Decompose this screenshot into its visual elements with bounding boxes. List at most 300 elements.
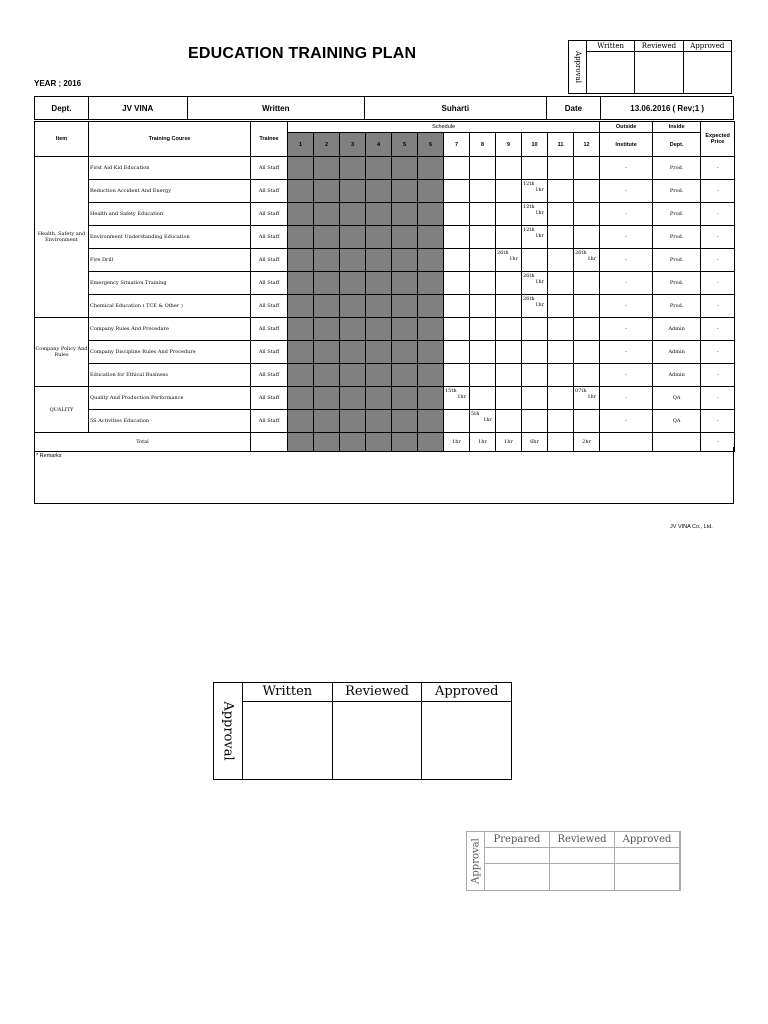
month-header-9: 9 [496, 133, 522, 157]
table-row [35, 226, 735, 249]
institute-cell[interactable]: - [600, 364, 653, 387]
institute-cell[interactable]: - [600, 272, 653, 295]
schedule-cell-month-6[interactable] [418, 203, 444, 226]
schedule-cell-month-2[interactable] [314, 318, 340, 341]
approval-faded-approved-header: Approved [615, 832, 679, 848]
course-name[interactable]: Quality And Production Performance [89, 387, 251, 410]
schedule-cell-month-5[interactable] [392, 203, 418, 226]
price-cell[interactable]: - [701, 203, 735, 226]
dept-cell[interactable]: Admin [653, 364, 701, 387]
year-label: YEAR ; 2016 [34, 79, 82, 88]
schedule-duration: 1hr [483, 417, 492, 423]
schedule-cell-month-8[interactable] [470, 157, 496, 180]
trainee-cell[interactable]: All Staff [251, 341, 288, 364]
schedule-cell-month-12[interactable] [574, 157, 600, 180]
table-row [35, 364, 735, 387]
approval-written-header: Written [587, 41, 634, 52]
schedule-cell-month-10[interactable] [522, 318, 548, 341]
price-cell[interactable]: - [701, 318, 735, 341]
footer-company: JV VINA Co., Ltd. [670, 524, 713, 530]
schedule-cell-month-1[interactable] [288, 410, 314, 433]
schedule-cell-month-3[interactable] [340, 203, 366, 226]
schedule-cell-month-9[interactable] [496, 387, 522, 410]
schedule-duration: 1hr [587, 256, 597, 262]
schedule-cell-month-10[interactable] [522, 410, 548, 433]
schedule-cell-month-6[interactable] [418, 364, 444, 387]
schedule-cell-month-8[interactable] [470, 203, 496, 226]
schedule-cell-month-4[interactable] [366, 226, 392, 249]
approval-box-large [213, 682, 512, 780]
col-header-dept: Dept. [653, 133, 701, 157]
price-cell[interactable]: - [701, 249, 735, 272]
dept-cell[interactable]: Prod. [653, 226, 701, 249]
schedule-cell-month-10[interactable] [522, 157, 548, 180]
dept-cell[interactable]: Prod. [653, 157, 701, 180]
schedule-cell-month-3[interactable] [340, 364, 366, 387]
approval-faded-reviewed-header: Reviewed [550, 832, 614, 848]
course-name[interactable]: Fire Drill [89, 249, 251, 272]
approval-large-reviewed[interactable] [333, 683, 423, 779]
schedule-cell-month-1[interactable] [288, 272, 314, 295]
price-cell[interactable]: - [701, 226, 735, 249]
schedule-cell-month-3[interactable] [340, 410, 366, 433]
approval-faded-reviewed[interactable] [550, 832, 615, 890]
schedule-cell-month-4[interactable] [366, 341, 392, 364]
schedule-cell-month-3[interactable] [340, 341, 366, 364]
month-header-1: 1 [288, 133, 314, 157]
remarks-label: * Remarks [36, 453, 62, 459]
institute-cell[interactable]: - [600, 249, 653, 272]
approval-large-reviewed-header: Reviewed [333, 683, 422, 702]
dept-cell[interactable]: Prod. [653, 249, 701, 272]
schedule-cell-month-3[interactable] [340, 387, 366, 410]
schedule-cell-month-8[interactable] [470, 410, 496, 433]
schedule-cell-month-5[interactable] [392, 364, 418, 387]
schedule-date: 07th [575, 388, 587, 394]
course-name[interactable]: Emergency Situation Training [89, 272, 251, 295]
table-row [35, 341, 735, 364]
schedule-cell-month-11[interactable] [548, 203, 574, 226]
schedule-cell-month-7[interactable] [444, 249, 470, 272]
table-row [35, 295, 735, 318]
schedule-cell-month-10[interactable] [522, 180, 548, 203]
institute-cell[interactable]: - [600, 180, 653, 203]
schedule-cell-month-5[interactable] [392, 295, 418, 318]
institute-cell[interactable]: - [600, 226, 653, 249]
trainee-cell[interactable]: All Staff [251, 318, 288, 341]
table-row [35, 157, 735, 180]
schedule-cell-month-6[interactable] [418, 318, 444, 341]
month-header-3: 3 [340, 133, 366, 157]
schedule-cell-month-12[interactable] [574, 180, 600, 203]
approval-large-written-header: Written [243, 683, 332, 702]
schedule-cell-month-9[interactable] [496, 272, 522, 295]
written-value[interactable]: Suharti [365, 97, 546, 119]
schedule-cell-month-9[interactable] [496, 157, 522, 180]
institute-cell[interactable]: - [600, 387, 653, 410]
trainee-cell[interactable]: All Staff [251, 295, 288, 318]
schedule-cell-month-3[interactable] [340, 249, 366, 272]
schedule-cell-month-3[interactable] [340, 180, 366, 203]
table-row [35, 410, 735, 433]
schedule-cell-month-2[interactable] [314, 387, 340, 410]
training-plan-table [34, 121, 735, 452]
approval-large-approved[interactable] [422, 683, 511, 779]
schedule-cell-month-9[interactable] [496, 180, 522, 203]
trainee-cell[interactable]: All Staff [251, 226, 288, 249]
price-cell[interactable]: - [701, 180, 735, 203]
schedule-cell-month-4[interactable] [366, 295, 392, 318]
course-name[interactable]: 5S Activities Education [89, 410, 251, 433]
schedule-cell-month-6[interactable] [418, 226, 444, 249]
schedule-cell-month-11[interactable] [548, 387, 574, 410]
schedule-cell-month-6[interactable] [418, 249, 444, 272]
schedule-cell-month-4[interactable] [366, 318, 392, 341]
schedule-cell-month-3[interactable] [340, 226, 366, 249]
schedule-cell-month-2[interactable] [314, 341, 340, 364]
course-name[interactable]: Reduction Accident And Energy [89, 180, 251, 203]
schedule-cell-month-2[interactable] [314, 272, 340, 295]
group-label: Company Policy And Rules [35, 318, 89, 387]
schedule-cell-month-11[interactable] [548, 364, 574, 387]
schedule-cell-month-12[interactable] [574, 318, 600, 341]
course-name[interactable]: Company Discipline Rules And Procedure [89, 341, 251, 364]
schedule-date: 5th [471, 411, 480, 417]
schedule-cell-month-12[interactable] [574, 410, 600, 433]
schedule-duration: 1hr [535, 279, 544, 285]
institute-cell[interactable]: - [600, 203, 653, 226]
schedule-cell-month-11[interactable] [548, 410, 574, 433]
group-label: Health, Safety and Environment [35, 157, 89, 318]
schedule-cell-month-12[interactable] [574, 272, 600, 295]
schedule-cell-month-5[interactable] [392, 249, 418, 272]
schedule-cell-month-8[interactable] [470, 318, 496, 341]
schedule-cell-month-2[interactable] [314, 157, 340, 180]
schedule-cell-month-1[interactable] [288, 157, 314, 180]
schedule-cell-month-11[interactable] [548, 295, 574, 318]
schedule-cell-month-8[interactable] [470, 272, 496, 295]
approval-faded-prepared-header: Prepared [485, 832, 549, 848]
total-month-8: 1hr [470, 433, 496, 452]
schedule-cell-month-4[interactable] [366, 249, 392, 272]
total-month-12: 2hr [574, 433, 600, 452]
schedule-cell-month-12[interactable] [574, 295, 600, 318]
schedule-cell-month-2[interactable] [314, 226, 340, 249]
schedule-cell-month-8[interactable] [470, 387, 496, 410]
dept-cell[interactable]: Prod. [653, 295, 701, 318]
schedule-cell-month-5[interactable] [392, 272, 418, 295]
dept-cell[interactable]: Prod. [653, 180, 701, 203]
schedule-cell-month-9[interactable] [496, 410, 522, 433]
schedule-cell-month-8[interactable] [470, 226, 496, 249]
col-header-inside: Inside [653, 122, 701, 133]
dept-cell[interactable]: QA [653, 410, 701, 433]
schedule-cell-month-4[interactable] [366, 180, 392, 203]
course-name[interactable]: Education for Ethical Business [89, 364, 251, 387]
schedule-cell-month-4[interactable] [366, 387, 392, 410]
schedule-cell-month-10[interactable] [522, 364, 548, 387]
trainee-cell[interactable]: All Staff [251, 410, 288, 433]
price-cell[interactable]: - [701, 157, 735, 180]
schedule-cell-month-6[interactable] [418, 410, 444, 433]
table-row [35, 180, 735, 203]
schedule-cell-month-7[interactable] [444, 226, 470, 249]
month-header-7: 7 [444, 133, 470, 157]
price-cell[interactable]: - [701, 387, 735, 410]
approval-reviewed-header: Reviewed [635, 41, 682, 52]
schedule-cell-month-11[interactable] [548, 249, 574, 272]
trainee-cell[interactable]: All Staff [251, 387, 288, 410]
schedule-cell-month-10[interactable] [522, 341, 548, 364]
schedule-cell-month-7[interactable] [444, 272, 470, 295]
approval-large-label: Approval [220, 701, 236, 761]
page-title: EDUCATION TRAINING PLAN [188, 45, 417, 62]
month-header-12: 12 [574, 133, 600, 157]
table-row [35, 203, 735, 226]
schedule-cell-month-9[interactable] [496, 341, 522, 364]
schedule-cell-month-12[interactable] [574, 226, 600, 249]
schedule-cell-month-12[interactable] [574, 341, 600, 364]
price-cell[interactable]: - [701, 410, 735, 433]
schedule-cell-month-12[interactable] [574, 249, 600, 272]
col-header-price: Expected Price [701, 122, 735, 157]
approval-faded-label: Approval [470, 838, 481, 884]
schedule-cell-month-7[interactable] [444, 364, 470, 387]
schedule-date: 15th [445, 388, 457, 394]
schedule-cell-month-9[interactable] [496, 249, 522, 272]
schedule-cell-month-5[interactable] [392, 341, 418, 364]
approval-large-written[interactable] [243, 683, 333, 779]
trainee-cell[interactable]: All Staff [251, 364, 288, 387]
schedule-cell-month-8[interactable] [470, 180, 496, 203]
schedule-cell-month-4[interactable] [366, 272, 392, 295]
schedule-cell-month-4[interactable] [366, 410, 392, 433]
header-row [34, 96, 734, 120]
month-header-11: 11 [548, 133, 574, 157]
dept-value[interactable]: JV VINA [89, 97, 188, 119]
total-month-10: 6hr [522, 433, 548, 452]
course-name[interactable]: Health and Safety Education [89, 203, 251, 226]
schedule-cell-month-2[interactable] [314, 180, 340, 203]
month-header-2: 2 [314, 133, 340, 157]
approval-large-approved-header: Approved [422, 683, 511, 702]
schedule-cell-month-4[interactable] [366, 364, 392, 387]
schedule-duration: 1hr [535, 187, 544, 193]
schedule-cell-month-1[interactable] [288, 364, 314, 387]
col-header-outside: Outside [600, 122, 653, 133]
total-label: Total [35, 433, 251, 452]
schedule-cell-month-7[interactable] [444, 410, 470, 433]
month-header-8: 8 [470, 133, 496, 157]
schedule-cell-month-8[interactable] [470, 295, 496, 318]
approval-box-top [568, 40, 732, 94]
schedule-cell-month-7[interactable] [444, 387, 470, 410]
schedule-cell-month-3[interactable] [340, 318, 366, 341]
schedule-cell-month-5[interactable] [392, 318, 418, 341]
dept-cell[interactable]: Admin [653, 318, 701, 341]
schedule-date: 26th [497, 250, 509, 256]
course-name[interactable]: Chemical Education ( TCE & Other ) [89, 295, 251, 318]
col-header-course: Training Course [89, 122, 251, 157]
schedule-cell-month-3[interactable] [340, 295, 366, 318]
total-month-9: 1hr [496, 433, 522, 452]
schedule-cell-month-10[interactable] [522, 387, 548, 410]
written-label: Written [188, 97, 365, 119]
schedule-cell-month-8[interactable] [470, 341, 496, 364]
schedule-cell-month-9[interactable] [496, 318, 522, 341]
institute-cell[interactable]: - [600, 295, 653, 318]
schedule-cell-month-10[interactable] [522, 272, 548, 295]
schedule-cell-month-11[interactable] [548, 157, 574, 180]
date-value[interactable]: 13.06.2016 ( Rev;1 ) [630, 103, 705, 113]
schedule-cell-month-1[interactable] [288, 180, 314, 203]
schedule-duration: 1hr [535, 233, 544, 239]
schedule-cell-month-10[interactable] [522, 226, 548, 249]
approval-approved-header: Approved [684, 41, 731, 52]
institute-cell[interactable]: - [600, 341, 653, 364]
schedule-cell-month-11[interactable] [548, 226, 574, 249]
institute-cell[interactable]: - [600, 410, 653, 433]
schedule-cell-month-11[interactable] [548, 341, 574, 364]
price-cell[interactable]: - [701, 341, 735, 364]
trainee-cell[interactable]: All Staff [251, 249, 288, 272]
schedule-cell-month-6[interactable] [418, 272, 444, 295]
approval-approved-cell[interactable] [684, 41, 731, 93]
table-row [35, 272, 735, 295]
schedule-cell-month-11[interactable] [548, 318, 574, 341]
schedule-cell-month-7[interactable] [444, 318, 470, 341]
schedule-cell-month-5[interactable] [392, 387, 418, 410]
approval-reviewed-cell[interactable] [635, 41, 683, 93]
schedule-cell-month-7[interactable] [444, 180, 470, 203]
month-header-4: 4 [366, 133, 392, 157]
schedule-date: 26th [523, 296, 535, 302]
schedule-date: 26th [575, 250, 587, 256]
schedule-cell-month-9[interactable] [496, 203, 522, 226]
schedule-cell-month-8[interactable] [470, 364, 496, 387]
course-name[interactable]: Environment Understanding Education [89, 226, 251, 249]
table-row [35, 387, 735, 410]
schedule-duration: 1hr [535, 302, 544, 308]
trainee-cell[interactable]: All Staff [251, 157, 288, 180]
schedule-cell-month-7[interactable] [444, 157, 470, 180]
schedule-cell-month-6[interactable] [418, 387, 444, 410]
col-header-institute: Institute [600, 133, 653, 157]
schedule-cell-month-2[interactable] [314, 295, 340, 318]
schedule-cell-month-1[interactable] [288, 295, 314, 318]
schedule-cell-month-6[interactable] [418, 157, 444, 180]
approval-box-faded [466, 831, 672, 891]
schedule-date: 12th [523, 181, 535, 187]
schedule-cell-month-12[interactable] [574, 387, 600, 410]
schedule-cell-month-1[interactable] [288, 318, 314, 341]
schedule-cell-month-8[interactable] [470, 249, 496, 272]
schedule-cell-month-2[interactable] [314, 364, 340, 387]
course-name[interactable]: Company Rules And Procedure [89, 318, 251, 341]
institute-cell[interactable]: - [600, 157, 653, 180]
schedule-cell-month-1[interactable] [288, 341, 314, 364]
approval-written-cell[interactable] [587, 41, 635, 93]
schedule-cell-month-12[interactable] [574, 203, 600, 226]
schedule-cell-month-1[interactable] [288, 249, 314, 272]
institute-cell[interactable]: - [600, 318, 653, 341]
col-header-trainee: Trainee [251, 122, 288, 157]
schedule-cell-month-7[interactable] [444, 341, 470, 364]
schedule-cell-month-12[interactable] [574, 364, 600, 387]
table-row [35, 249, 735, 272]
schedule-cell-month-2[interactable] [314, 410, 340, 433]
schedule-cell-month-5[interactable] [392, 226, 418, 249]
schedule-cell-month-9[interactable] [496, 295, 522, 318]
course-name[interactable]: First Aid Kid Education [89, 157, 251, 180]
schedule-cell-month-4[interactable] [366, 157, 392, 180]
col-header-schedule: Schedule [288, 122, 600, 133]
approval-faded-prepared[interactable] [485, 832, 550, 890]
month-header-5: 5 [392, 133, 418, 157]
schedule-cell-month-5[interactable] [392, 180, 418, 203]
schedule-cell-month-10[interactable] [522, 203, 548, 226]
dept-cell[interactable]: Admin [653, 341, 701, 364]
table-row [35, 318, 735, 341]
schedule-cell-month-3[interactable] [340, 157, 366, 180]
remarks-box[interactable] [34, 447, 734, 504]
price-cell[interactable]: - [701, 364, 735, 387]
col-header-item: Item [35, 122, 89, 157]
date-label: Date [547, 97, 602, 119]
schedule-cell-month-9[interactable] [496, 226, 522, 249]
schedule-cell-month-10[interactable] [522, 295, 548, 318]
schedule-cell-month-6[interactable] [418, 341, 444, 364]
schedule-cell-month-9[interactable] [496, 364, 522, 387]
trainee-cell[interactable]: All Staff [251, 203, 288, 226]
schedule-cell-month-11[interactable] [548, 272, 574, 295]
approval-faded-approved[interactable] [615, 832, 680, 890]
schedule-cell-month-11[interactable] [548, 180, 574, 203]
price-cell[interactable]: - [701, 272, 735, 295]
schedule-duration: 1hr [509, 256, 518, 262]
month-header-6: 6 [418, 133, 444, 157]
schedule-date: 26th [523, 273, 535, 279]
dept-cell[interactable]: QA [653, 387, 701, 410]
schedule-cell-month-2[interactable] [314, 203, 340, 226]
trainee-cell[interactable]: All Staff [251, 180, 288, 203]
total-month-7: 1hr [444, 433, 470, 452]
schedule-duration: 1hr [587, 394, 597, 400]
schedule-cell-month-4[interactable] [366, 203, 392, 226]
schedule-cell-month-1[interactable] [288, 203, 314, 226]
month-header-10: 10 [522, 133, 548, 157]
schedule-cell-month-10[interactable] [522, 249, 548, 272]
schedule-cell-month-7[interactable] [444, 295, 470, 318]
schedule-cell-month-5[interactable] [392, 410, 418, 433]
schedule-cell-month-3[interactable] [340, 272, 366, 295]
trainee-cell[interactable]: All Staff [251, 272, 288, 295]
dept-cell[interactable]: Prod. [653, 272, 701, 295]
schedule-cell-month-6[interactable] [418, 180, 444, 203]
schedule-duration: 1hr [457, 394, 466, 400]
dept-label: Dept. [35, 97, 89, 119]
schedule-cell-month-2[interactable] [314, 249, 340, 272]
schedule-date: 12th [523, 204, 535, 210]
schedule-cell-month-7[interactable] [444, 203, 470, 226]
price-cell[interactable]: - [701, 295, 735, 318]
total-price: - [701, 433, 735, 452]
schedule-cell-month-5[interactable] [392, 157, 418, 180]
dept-cell[interactable]: Prod. [653, 203, 701, 226]
schedule-cell-month-1[interactable] [288, 226, 314, 249]
schedule-cell-month-1[interactable] [288, 387, 314, 410]
schedule-cell-month-6[interactable] [418, 295, 444, 318]
